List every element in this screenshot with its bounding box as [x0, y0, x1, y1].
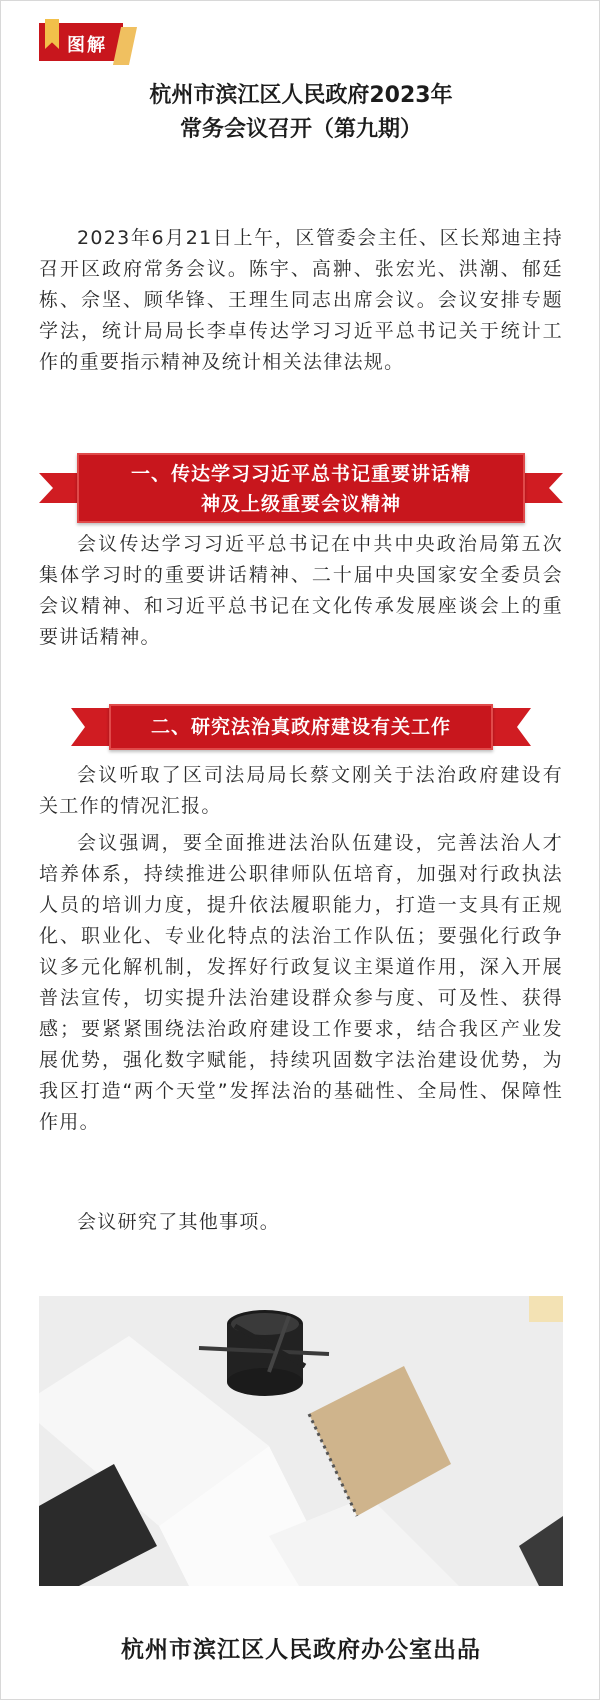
title-line-1: 杭州市滨江区人民政府2023年: [149, 83, 453, 108]
section-1-banner: [39, 453, 563, 523]
section-1-heading-line-2: 神及上级重要会议精神: [200, 493, 401, 515]
section-1-body: 会议传达学习习近平总书记在中共中央政治局第五次集体学习时的重要讲话精神、二十届中央国家安全委员会会议精神、和习近平总书记在文化传承发展座谈会上的重要讲话精神。: [39, 533, 563, 648]
section-2-body-1: 会议听取了区司法局局长蔡文刚关于法治政府建设有关工作的情况汇报。: [39, 764, 563, 817]
section-2-heading: 二、研究法治真政府建设有关工作: [109, 704, 493, 750]
section-2-body-3: 会议研究了其他事项。: [77, 1211, 281, 1233]
category-tag-label: 图解: [67, 35, 107, 56]
section-2-banner: [71, 704, 531, 752]
section-2-body-2: 会议强调，要全面推进法治队伍建设，完善法治人才培养体系，持续推进公职律师队伍培育，加强对行政执法人员的培训力度，提升依法履职能力，打造一支具有正规化、职业化、专业化特点的法治工作队伍；要强化行政争议多元化解机制，发挥好行政复议主渠道作用，深入开展普法宣传，切实提升法治建设群众参与度、可及性、获得感；要紧紧围绕法治政府建设工作要求，结合我区产业发展优势，强化数字赋能，持续巩固数字法治建设优势，为我区打造“两个天堂”发挥法治的基础性、全局性、保障性作用。: [39, 832, 563, 1133]
desk-illustration: [39, 1296, 563, 1586]
category-tag: [39, 19, 139, 65]
desk-photo: [39, 1296, 563, 1586]
title-line-2: 常务会议召开（第九期）: [179, 117, 422, 142]
page-title: [1, 79, 600, 147]
publisher-footer: 杭州市滨江区人民政府办公室出品: [121, 1637, 481, 1663]
intro-paragraph: 2023年6月21日上午，区管委会主任、区长郑迪主持召开区政府常务会议。陈宇、高翀、张宏光、洪潮、郁廷栋、佘坚、顾华锋、王理生同志出席会议。会议安排专题学法，统计局局长李卓传达学习习近平总书记关于统计工作的重要指示精神及统计相关法律法规。: [39, 227, 563, 373]
section-1-heading-line-1: 一、传达学习习近平总书记重要讲话精: [130, 463, 471, 485]
